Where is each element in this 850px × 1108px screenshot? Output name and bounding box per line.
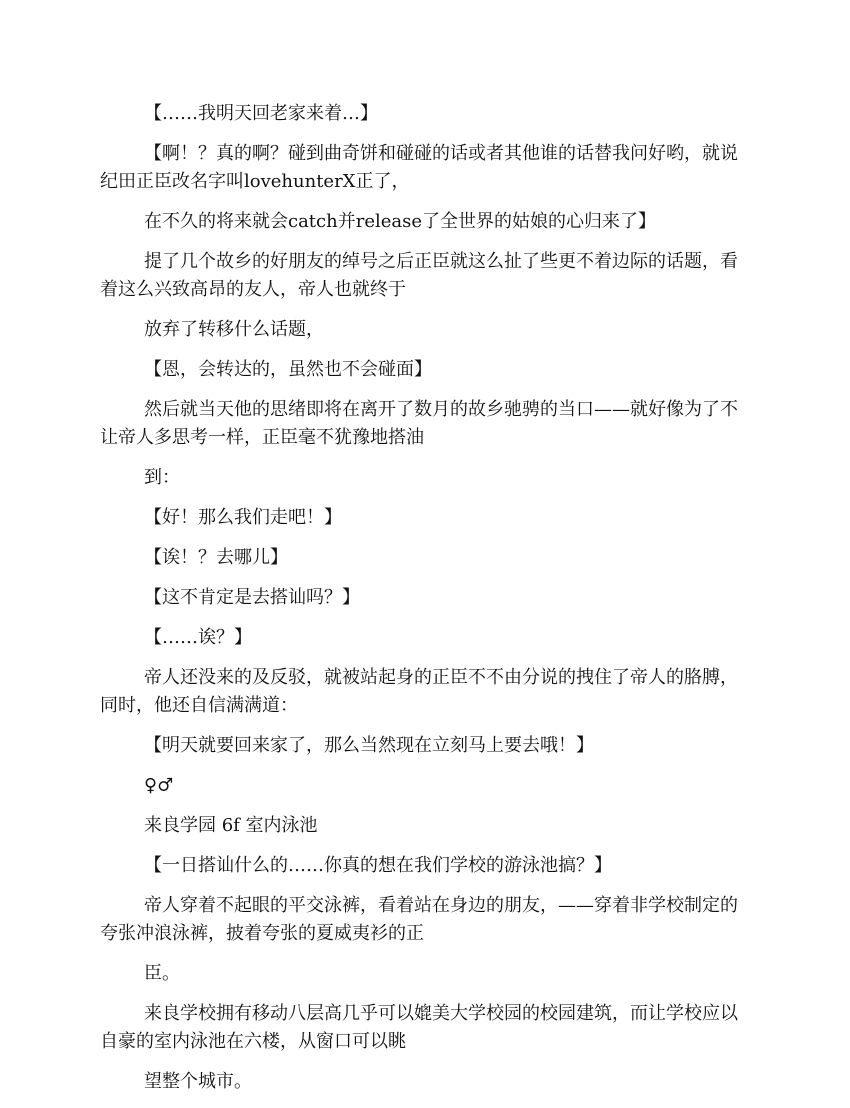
paragraph: 【这不肯定是去搭讪吗？】 [144, 587, 360, 608]
paragraph: 然后就当天他的思绪即将在离开了数月的故乡驰骋的当口——就好像为了不让帝人多思考一样，正臣毫不犹豫地搭油 [100, 399, 738, 448]
paragraph: 【啊！？真的啊？碰到曲奇饼和碰碰的话或者其他谁的话替我问好哟，就说纪田正臣改名字叫lovehunterX正了， [100, 143, 738, 192]
paragraph: 臣。 [144, 963, 180, 984]
paragraph: 【诶！？去哪儿】 [144, 547, 288, 568]
paragraph: 【明天就要回来家了，那么当然现在立刻马上要去哦！】 [144, 735, 594, 756]
paragraph: 帝人穿着不起眼的平交泳裤，看着站在身边的朋友，——穿着非学校制定的夸张冲浪泳裤，披着夸张的夏威夷衫的正 [100, 895, 738, 944]
document-body [100, 100, 746, 1108]
paragraph: 提了几个故乡的好朋友的绰号之后正臣就这么扯了些更不着边际的话题，看着这么兴致高昂的友人，帝人也就终于 [100, 251, 738, 300]
paragraph: 到： [144, 467, 180, 488]
paragraph: 望整个城市。 [144, 1071, 252, 1092]
paragraph: 【……诶？】 [144, 627, 252, 648]
paragraph: 帝人还没来的及反驳，就被站起身的正臣不不由分说的拽住了帝人的胳膊，同时，他还自信满满道： [100, 667, 738, 716]
paragraph: 【好！那么我们走吧！】 [144, 507, 342, 528]
paragraph: 【……我明天回老家来着…】 [144, 103, 378, 124]
paragraph: 在不久的将来就会catch并release了全世界的姑娘的心归来了】 [144, 211, 657, 232]
scene-heading: 来良学园 6f 室内泳池 [144, 815, 318, 836]
paragraph: 【恩，会转达的，虽然也不会碰面】 [144, 359, 432, 380]
paragraph: 【一日搭讪什么的……你真的想在我们学校的游泳池搞？】 [144, 855, 612, 876]
paragraph: 放弃了转移什么话题， [144, 319, 324, 340]
scene-break-symbol: ♀♂ [144, 775, 174, 796]
paragraph: 来良学校拥有移动八层高几乎可以媲美大学校园的校园建筑，而让学校应以自豪的室内泳池在六楼，从窗口可以眺 [100, 1003, 738, 1052]
